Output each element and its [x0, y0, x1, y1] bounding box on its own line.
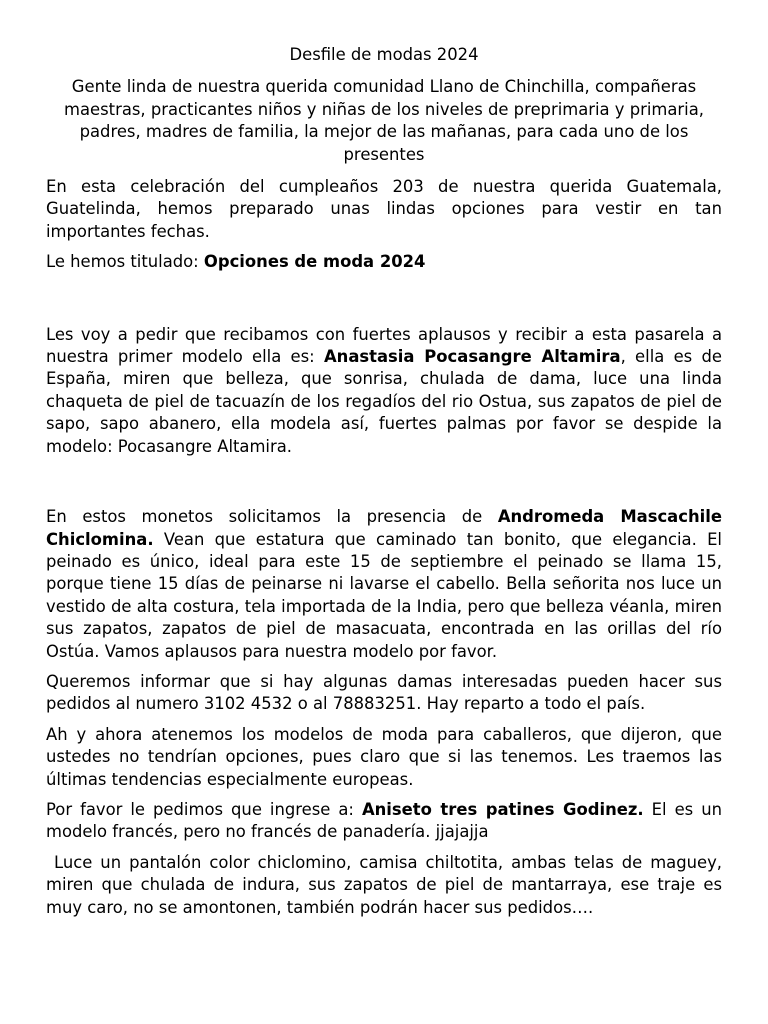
- paragraph-model-1: [46, 324, 722, 458]
- collection-title: Opciones de moda 2024: [203, 252, 426, 272]
- paragraph-model-3-outfit: Luce un pantalón color chiclomino, camisa chiltotita, ambas telas de maguey, miren que chulada de indura, sus zapatos de piel de mantarraya, ese traje es muy caro, no se amontonen, también podrán hacer sus pedidos….: [46, 852, 722, 917]
- paragraph-men-fashion: Ah y ahora atenemos los modelos de moda para caballeros, que dijeron, que ustedes no tendrían opciones, pues claro que si las tenemos. Les traemos las últimas tendencias especialmente europeas.: [46, 724, 722, 789]
- paragraph-title-line: [46, 251, 722, 273]
- paragraph-model-2: [46, 506, 722, 663]
- model-1-intro: Les voy a pedir que recibamos con fuertes aplausos y recibir a esta pasarela a nuestra primer modelo ella es:: [46, 324, 722, 367]
- model-3-intro: Por favor le pedimos que ingrese a:: [46, 799, 362, 819]
- model-3-description: El es un modelo francés, pero no francés de panadería. jjajajja: [46, 799, 722, 842]
- paragraph-celebration: En esta celebración del cumpleaños 203 de nuestra querida Guatemala, Guatelinda, hemos preparado unas lindas opciones para vestir en tan importantes fechas.: [46, 177, 722, 241]
- document-title: Desfile de modas 2024: [289, 45, 479, 64]
- model-1-description: , ella es de España, miren que belleza, que sonrisa, chulada de dama, luce una linda chaqueta de piel de tacuazín de los regadíos del rio Ostua, sus zapatos de piel de sapo, sapo abanero, ella modela así, fuertes palmas por favor se despide la modelo: Pocasangre Altamira.: [46, 347, 722, 456]
- model-1-name: Anastasia Pocasangre Altamira: [323, 347, 621, 367]
- paragraph-orders: Queremos informar que si hay algunas damas interesadas pueden hacer sus pedidos al numero 3102 4532 o al 78883251. Hay reparto a todo el país.: [46, 671, 722, 714]
- model-2-intro: En estos monetos solicitamos la presencia de: [46, 507, 498, 527]
- model-2-name: Andromeda Mascachile Chiclomina.: [46, 507, 722, 549]
- paragraph-model-3: [46, 799, 722, 844]
- title-line-prefix: Le hemos titulado:: [46, 252, 204, 272]
- intro-paragraph: Gente linda de nuestra querida comunidad Llano de Chinchilla, compañeras maestras, practicantes niños y niñas de los niveles de preprimaria y primaria, padres, madres de familia, la mejor de las mañanas, para cada uno de los presentes: [64, 77, 704, 164]
- model-3-name: Aniseto tres patines Godinez.: [361, 799, 644, 819]
- model-2-description: Vean que estatura que caminado tan bonito, que elegancia. El peinado es único, ideal para este 15 de septiembre el peinado se llama 15, porque tiene 15 días de peinarse ni lavarse el cabello. Bella señorita nos luce un vestido de alta costura, tela importada de la India, pero que belleza véanla, miren sus zapatos, zapatos de piel de masacuata, encontrada en las orillas del río Ostúa. Vamos aplausos para nuestra modelo por favor.: [46, 529, 722, 661]
